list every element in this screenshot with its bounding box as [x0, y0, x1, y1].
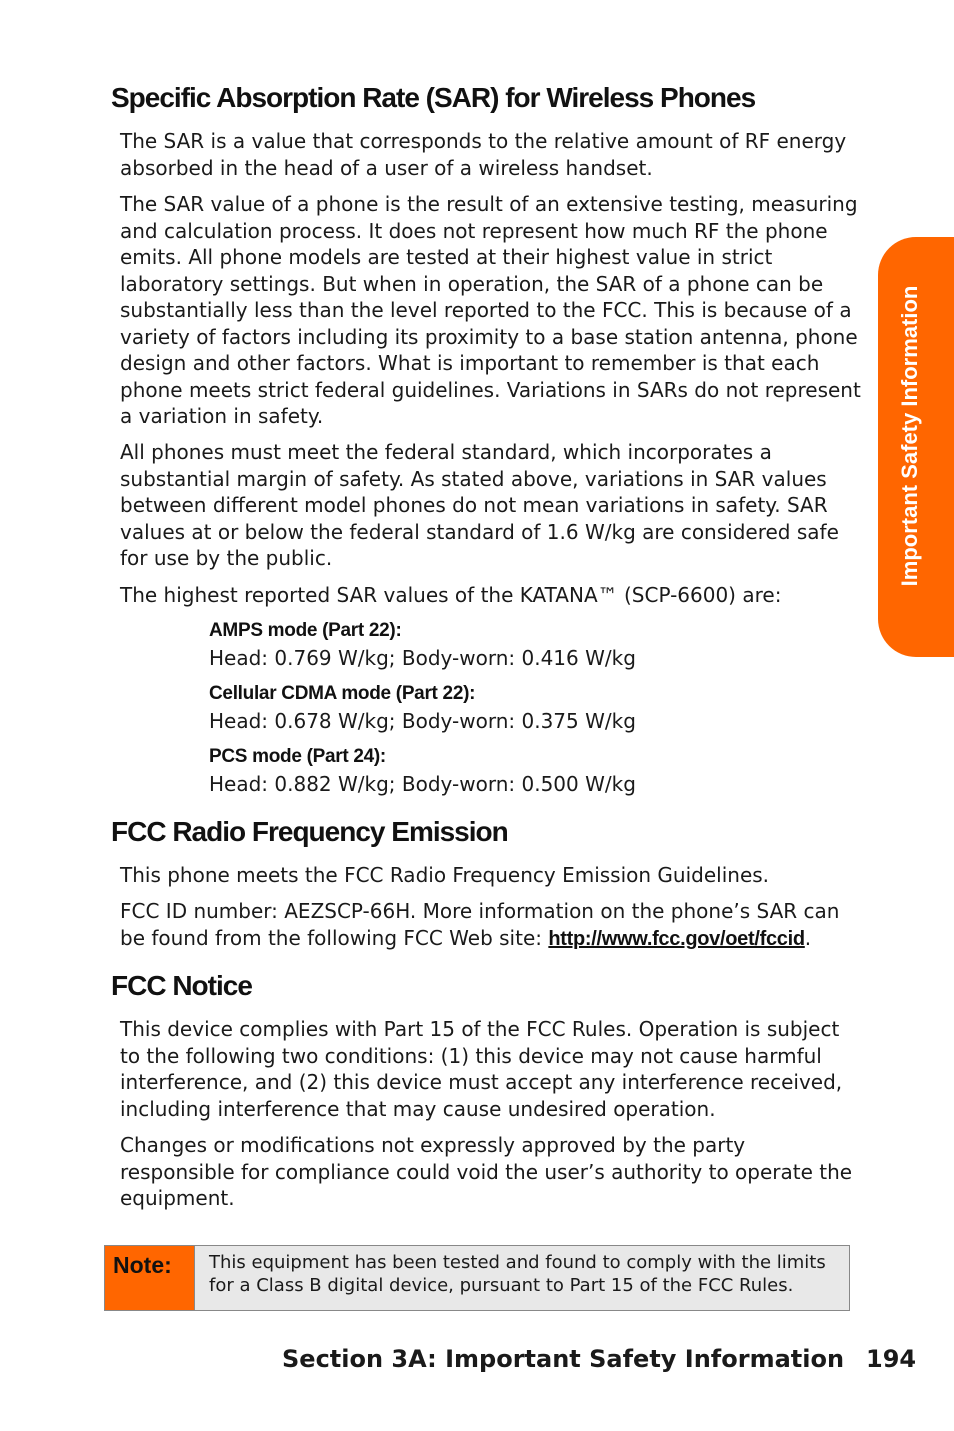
mode-label-cdma: Cellular CDMA mode (Part 22):	[209, 683, 476, 704]
notice-paragraph-1: This device complies with Part 15 of the FCC Rules. Operation is subject to the following two conditions: (1) this device may not cause harmful interference, and (2) this device must accept any interference received, including interference that may cause undesired operation.	[120, 1017, 843, 1121]
mode-value-amps: Head: 0.769 W/kg; Body-worn: 0.416 W/kg	[209, 646, 636, 670]
sar-paragraph-2: The SAR value of a phone is the result of an extensive testing, measuring and calculation process. It does not represent how much RF the phone emits. All phone models are tested at their highest value in strict laboratory settings. But when in operation, the SAR of a phone can be substantially less than the level reported to the FCC. This is because of a variety of factors including its proximity to a base station antenna, phone design and other factors. What is important to remember is that each phone meets strict federal guidelines. Variations in SARs do not represent a variation in safety.	[120, 192, 861, 428]
sar-heading: Specific Absorption Rate (SAR) for Wireless Phones	[111, 82, 756, 113]
rf-paragraph-2	[120, 898, 865, 952]
rf-paragraph-1: This phone meets the FCC Radio Frequency Emission Guidelines.	[120, 863, 770, 887]
fcc-website-link[interactable]: http://www.fcc.gov/oet/fccid	[548, 927, 805, 950]
rf-paragraph-2-end: .	[804, 925, 812, 950]
mode-label-pcs: PCS mode (Part 24):	[209, 746, 386, 767]
note-label: Note:	[105, 1246, 195, 1310]
mode-value-cdma: Head: 0.678 W/kg; Body-worn: 0.375 W/kg	[209, 709, 636, 733]
rf-paragraph-2-text: FCC ID number: AEZSCP-66H. More information on the phone’s SAR can be found from the following FCC Web site:	[120, 899, 840, 950]
note-box	[104, 1245, 850, 1311]
mode-label-amps: AMPS mode (Part 22):	[209, 620, 402, 641]
sar-paragraph-3: All phones must meet the federal standard, which incorporates a substantial margin of safety. As stated above, variations in SAR values between different model phones do not mean variations in safety. SAR values at or below the federal standard of 1.6 W/kg are considered safe for use by the public.	[120, 440, 839, 570]
mode-value-pcs: Head: 0.882 W/kg; Body-worn: 0.500 W/kg	[209, 772, 636, 796]
side-tab-label: Important Safety Information	[897, 285, 922, 587]
note-text: This equipment has been tested and found to comply with the limits for a Class B digital device, pursuant to Part 15 of the FCC Rules.	[209, 1252, 826, 1296]
fcc-notice-heading: FCC Notice	[111, 970, 252, 1001]
notice-paragraph-2: Changes or modifications not expressly approved by the party responsible for compliance could void the user’s authority to operate the equipment.	[120, 1133, 853, 1210]
sar-paragraph-4: The highest reported SAR values of the KATANA™ (SCP-6600) are:	[120, 583, 782, 607]
footer-section-title: Section 3A: Important Safety Information	[282, 1345, 845, 1373]
page-number: 194	[866, 1345, 917, 1373]
rf-emission-heading: FCC Radio Frequency Emission	[111, 816, 508, 847]
sar-paragraph-1: The SAR is a value that corresponds to the relative amount of RF energy absorbed in the head of a user of a wireless handset.	[120, 129, 847, 180]
